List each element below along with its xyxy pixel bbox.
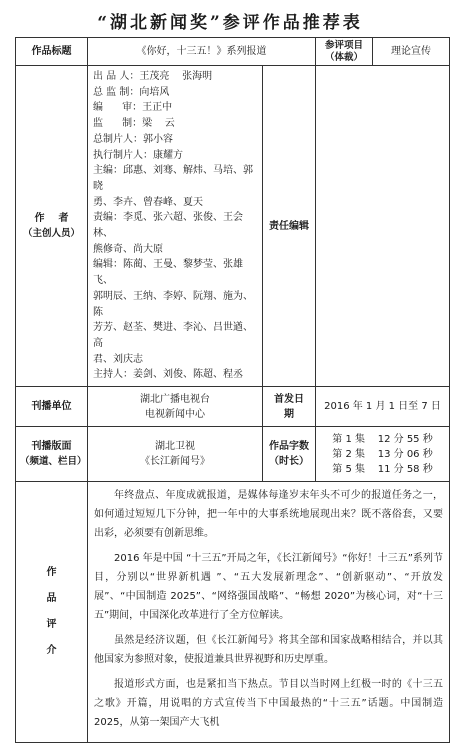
layout-line: 《长江新闻号》 [140, 456, 210, 468]
first-release-label [263, 387, 316, 427]
entry-category-value: 理论宣传 [373, 38, 450, 66]
evaluation-label-char: 品 [46, 593, 57, 605]
layout-label-line-1: 刊播版面 [31, 441, 72, 453]
staff-line: 责编：李觅、张六超、张俊、王会林、 [93, 212, 243, 240]
staff-line: 主持人：姜剑、刘俊、陈超、程丞 [93, 369, 243, 381]
evaluation-label-char: 作 [46, 567, 57, 579]
row-authors [16, 66, 450, 387]
staff-list [88, 66, 263, 387]
author-label-line-2: （主创人员） [22, 228, 80, 240]
staff-line: 编 审：王正中 [93, 102, 173, 114]
staff-line: 总 监 制：向培风 [93, 86, 170, 98]
staff-line: 执行制片人：康耀方 [93, 149, 183, 161]
layout-label [16, 427, 88, 482]
publisher-label: 刊播单位 [16, 387, 88, 427]
first-release-label-line-1: 首发日 [274, 393, 304, 405]
staff-line: 编辑：陈蔺、王曼、黎梦莹、张雄飞、 [93, 259, 243, 287]
publisher-value [88, 387, 263, 427]
evaluation-paragraph: 虽然是经济议题，但《长江新闻号》将其全部和国家战略相结合，并以其他国家为参照对象，使报道兼具世界视野和历史厚重。 [94, 635, 444, 666]
layout-value [88, 427, 263, 482]
episode-duration: 第 1 集 12 分 55 秒 [332, 433, 433, 445]
row-work-title [16, 38, 450, 66]
staff-line: 勇、李卉、曾春峰、夏天 [93, 196, 203, 208]
work-title-value: 《你好，十三五！》系列报道 [88, 38, 316, 66]
length-value [316, 427, 450, 482]
row-publisher [16, 387, 450, 427]
author-label [16, 66, 88, 387]
evaluation-label-char: 介 [46, 645, 57, 657]
evaluation-label-char: 评 [46, 619, 57, 631]
row-layout [16, 427, 450, 482]
first-release-label-line-2: 期 [284, 408, 294, 420]
episode-duration: 第 2 集 13 分 06 秒 [332, 448, 433, 460]
staff-line: 郭明辰、王纳、李婷、阮翔、施为、陈 [93, 290, 253, 318]
publisher-line: 电视新闻中心 [145, 408, 205, 420]
layout-line: 湖北卫视 [155, 441, 195, 453]
length-label-line-2: （时长） [269, 456, 309, 468]
author-label-line-1: 作 者 [34, 213, 69, 225]
entry-category-label: 参评项目（体裁） [316, 38, 373, 66]
staff-line: 熊修奇、尚大原 [93, 243, 163, 255]
evaluation-text [88, 482, 450, 743]
editor-label: 责任编辑 [263, 66, 316, 387]
evaluation-paragraph: 报道形式方面，也是紧扣当下热点。节目以当时网上红极一时的《十三五之歌》开篇，用说唱的方式宣传当下中国最热的“十三五”话题。中国制造 2025，从第一架国产大飞机 [94, 679, 444, 729]
evaluation-paragraph: 年终盘点、年度成就报道，是媒体每逢岁末年头不可少的报道任务之一，如何通过短短几下分钟，把一年中的大事系统地展现出来？既不落俗套，又要出彩，必须要有创新思维。 [94, 490, 444, 540]
first-release-value: 2016 年 1 月 1 日至 7 日 [316, 387, 450, 427]
episode-duration: 第 5 集 11 分 58 秒 [332, 463, 433, 475]
layout-label-line-2: （频道、栏目） [20, 456, 87, 468]
staff-line: 总制片人：郭小容 [93, 133, 173, 145]
publisher-line: 湖北广播电视台 [140, 393, 210, 405]
editor-value [316, 66, 450, 387]
row-evaluation [16, 482, 450, 743]
staff-line: 主编：邱惠、刘骞、解炜、马培、郭晓 [93, 165, 253, 192]
staff-line: 监 制：梁 云 [93, 118, 175, 130]
staff-line: 出 品 人：王茂亮 张海明 [93, 71, 213, 82]
recommendation-form [15, 37, 450, 743]
evaluation-paragraph: 2016 年是中国 “十三五”开局之年，《长江新闻号》“你好！十三五”系列节目，分别以“世界新机遇 ”、“五大发展新理念”、“创新驱动”、“开放发展”、“中国制造 2025”、“网络强国战略”、“畅想 2020”为核心词，对“十三五”期间，中国深化改革进行了全方位解读。 [94, 553, 444, 622]
length-label [263, 427, 316, 482]
work-title-label: 作品标题 [16, 38, 88, 66]
staff-line: 芳芳、赵荃、樊进、李沁、吕世遒、高 [93, 322, 253, 349]
staff-line: 君、刘庆志 [93, 353, 143, 365]
length-label-line-1: 作品字数 [269, 441, 309, 453]
form-title: “湖北新闻奖”参评作品推荐表 [97, 13, 363, 33]
evaluation-label [16, 482, 88, 743]
